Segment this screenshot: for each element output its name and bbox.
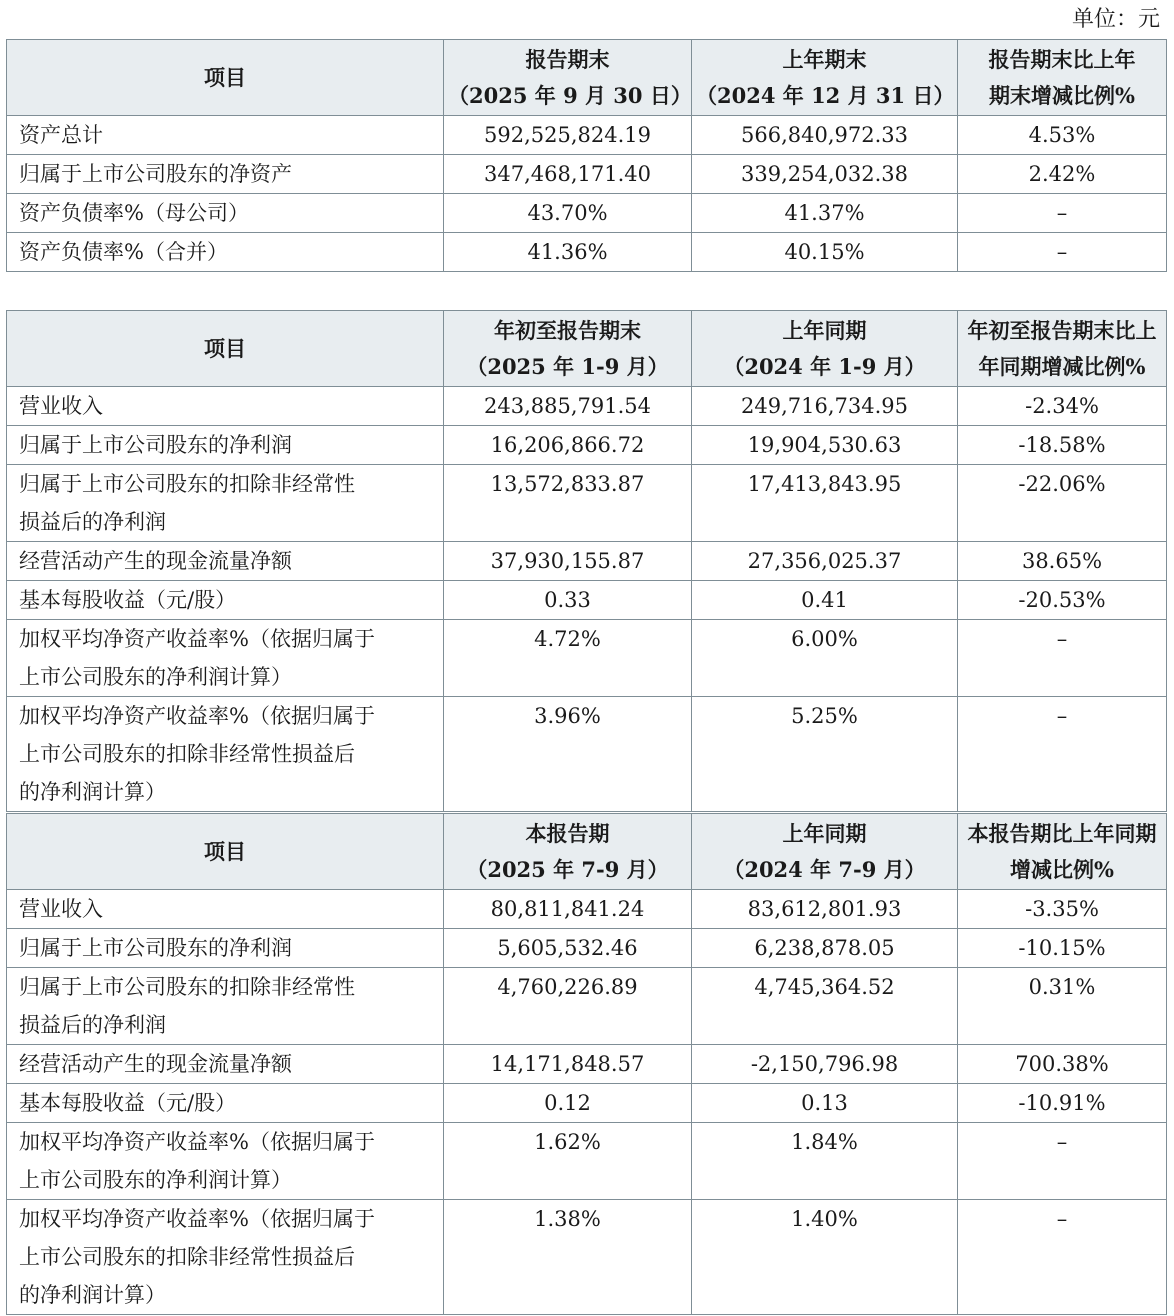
table-row [7, 1123, 1167, 1200]
table-row [7, 116, 1167, 155]
table-row [7, 620, 1167, 697]
value-change: – [958, 1200, 1167, 1315]
value-change: -18.58% [958, 426, 1167, 465]
value-change: -22.06% [958, 465, 1167, 542]
value-current: 3.96% [444, 697, 692, 812]
row-label: 加权平均净资产收益率%（依据归属于 上市公司股东的净利润计算） [7, 620, 444, 697]
row-label: 资产总计 [7, 116, 444, 155]
row-label: 加权平均净资产收益率%（依据归属于 上市公司股东的净利润计算） [7, 1123, 444, 1200]
value-change: -10.15% [958, 929, 1167, 968]
table-row [7, 194, 1167, 233]
value-prior: 83,612,801.93 [692, 890, 958, 929]
table-row [7, 155, 1167, 194]
table-row [7, 233, 1167, 272]
table-row [7, 426, 1167, 465]
value-prior: 6,238,878.05 [692, 929, 958, 968]
header-ytd: 年初至报告期末 （2025 年 1-9 月） [444, 311, 692, 387]
table-row [7, 890, 1167, 929]
header-current-quarter: 本报告期 （2025 年 7-9 月） [444, 814, 692, 890]
table-row [7, 1200, 1167, 1315]
header-prior-period: 上年同期 （2024 年 1-9 月） [692, 311, 958, 387]
row-label: 营业收入 [7, 387, 444, 426]
value-current: 41.36% [444, 233, 692, 272]
header-prior-year-end: 上年期末 （2024 年 12 月 31 日） [692, 40, 958, 116]
value-current: 80,811,841.24 [444, 890, 692, 929]
header-change-ratio: 报告期末比上年 期末增减比例% [958, 40, 1167, 116]
value-prior: 566,840,972.33 [692, 116, 958, 155]
value-current: 592,525,824.19 [444, 116, 692, 155]
value-current: 0.12 [444, 1084, 692, 1123]
value-prior: 5.25% [692, 697, 958, 812]
value-change: -10.91% [958, 1084, 1167, 1123]
value-change: 700.38% [958, 1045, 1167, 1084]
value-current: 43.70% [444, 194, 692, 233]
quarter-results-table [6, 813, 1167, 1315]
row-label: 基本每股收益（元/股） [7, 581, 444, 620]
balance-summary-table [6, 39, 1167, 272]
value-change: – [958, 233, 1167, 272]
value-prior: 0.41 [692, 581, 958, 620]
row-label: 经营活动产生的现金流量净额 [7, 1045, 444, 1084]
table-row [7, 542, 1167, 581]
value-change: -3.35% [958, 890, 1167, 929]
row-label: 加权平均净资产收益率%（依据归属于 上市公司股东的扣除非经常性损益后 的净利润计算） [7, 1200, 444, 1315]
value-current: 37,930,155.87 [444, 542, 692, 581]
row-label: 归属于上市公司股东的净利润 [7, 426, 444, 465]
row-label: 营业收入 [7, 890, 444, 929]
header-prior-period: 上年同期 （2024 年 7-9 月） [692, 814, 958, 890]
table-row [7, 387, 1167, 426]
value-current: 4.72% [444, 620, 692, 697]
value-change: -2.34% [958, 387, 1167, 426]
value-current: 13,572,833.87 [444, 465, 692, 542]
table-row [7, 465, 1167, 542]
value-current: 14,171,848.57 [444, 1045, 692, 1084]
value-current: 0.33 [444, 581, 692, 620]
value-prior: 249,716,734.95 [692, 387, 958, 426]
row-label: 经营活动产生的现金流量净额 [7, 542, 444, 581]
value-prior: 27,356,025.37 [692, 542, 958, 581]
header-change-ratio: 年初至报告期末比上 年同期增减比例% [958, 311, 1167, 387]
header-item: 项目 [7, 40, 444, 116]
ytd-results-table [6, 310, 1167, 812]
value-change: 0.31% [958, 968, 1167, 1045]
value-current: 4,760,226.89 [444, 968, 692, 1045]
value-change: 2.42% [958, 155, 1167, 194]
row-label: 基本每股收益（元/股） [7, 1084, 444, 1123]
unit-label: 单位：元 [1071, 7, 1160, 32]
header-period-end: 报告期末 （2025 年 9 月 30 日） [444, 40, 692, 116]
value-current: 243,885,791.54 [444, 387, 692, 426]
value-prior: 339,254,032.38 [692, 155, 958, 194]
row-label: 资产负债率%（合并） [7, 233, 444, 272]
value-current: 347,468,171.40 [444, 155, 692, 194]
row-label: 加权平均净资产收益率%（依据归属于 上市公司股东的扣除非经常性损益后 的净利润计算） [7, 697, 444, 812]
value-change: – [958, 620, 1167, 697]
value-prior: 4,745,364.52 [692, 968, 958, 1045]
value-prior: 1.40% [692, 1200, 958, 1315]
value-current: 1.38% [444, 1200, 692, 1315]
value-change: 38.65% [958, 542, 1167, 581]
value-current: 1.62% [444, 1123, 692, 1200]
value-prior: 41.37% [692, 194, 958, 233]
header-item: 项目 [7, 814, 444, 890]
value-prior: 19,904,530.63 [692, 426, 958, 465]
value-prior: -2,150,796.98 [692, 1045, 958, 1084]
table-row [7, 697, 1167, 812]
row-label: 归属于上市公司股东的扣除非经常性 损益后的净利润 [7, 465, 444, 542]
value-prior: 1.84% [692, 1123, 958, 1200]
value-change: – [958, 194, 1167, 233]
value-change: 4.53% [958, 116, 1167, 155]
value-current: 5,605,532.46 [444, 929, 692, 968]
value-current: 16,206,866.72 [444, 426, 692, 465]
table-row [7, 968, 1167, 1045]
header-change-ratio: 本报告期比上年同期 增减比例% [958, 814, 1167, 890]
value-prior: 6.00% [692, 620, 958, 697]
value-change: – [958, 1123, 1167, 1200]
row-label: 归属于上市公司股东的净利润 [7, 929, 444, 968]
row-label: 归属于上市公司股东的净资产 [7, 155, 444, 194]
table-row [7, 1084, 1167, 1123]
header-item: 项目 [7, 311, 444, 387]
row-label: 资产负债率%（母公司） [7, 194, 444, 233]
row-label: 归属于上市公司股东的扣除非经常性 损益后的净利润 [7, 968, 444, 1045]
table-row [7, 1045, 1167, 1084]
value-change: -20.53% [958, 581, 1167, 620]
table-row [7, 581, 1167, 620]
value-prior: 0.13 [692, 1084, 958, 1123]
value-prior: 40.15% [692, 233, 958, 272]
value-prior: 17,413,843.95 [692, 465, 958, 542]
table-row [7, 929, 1167, 968]
value-change: – [958, 697, 1167, 812]
